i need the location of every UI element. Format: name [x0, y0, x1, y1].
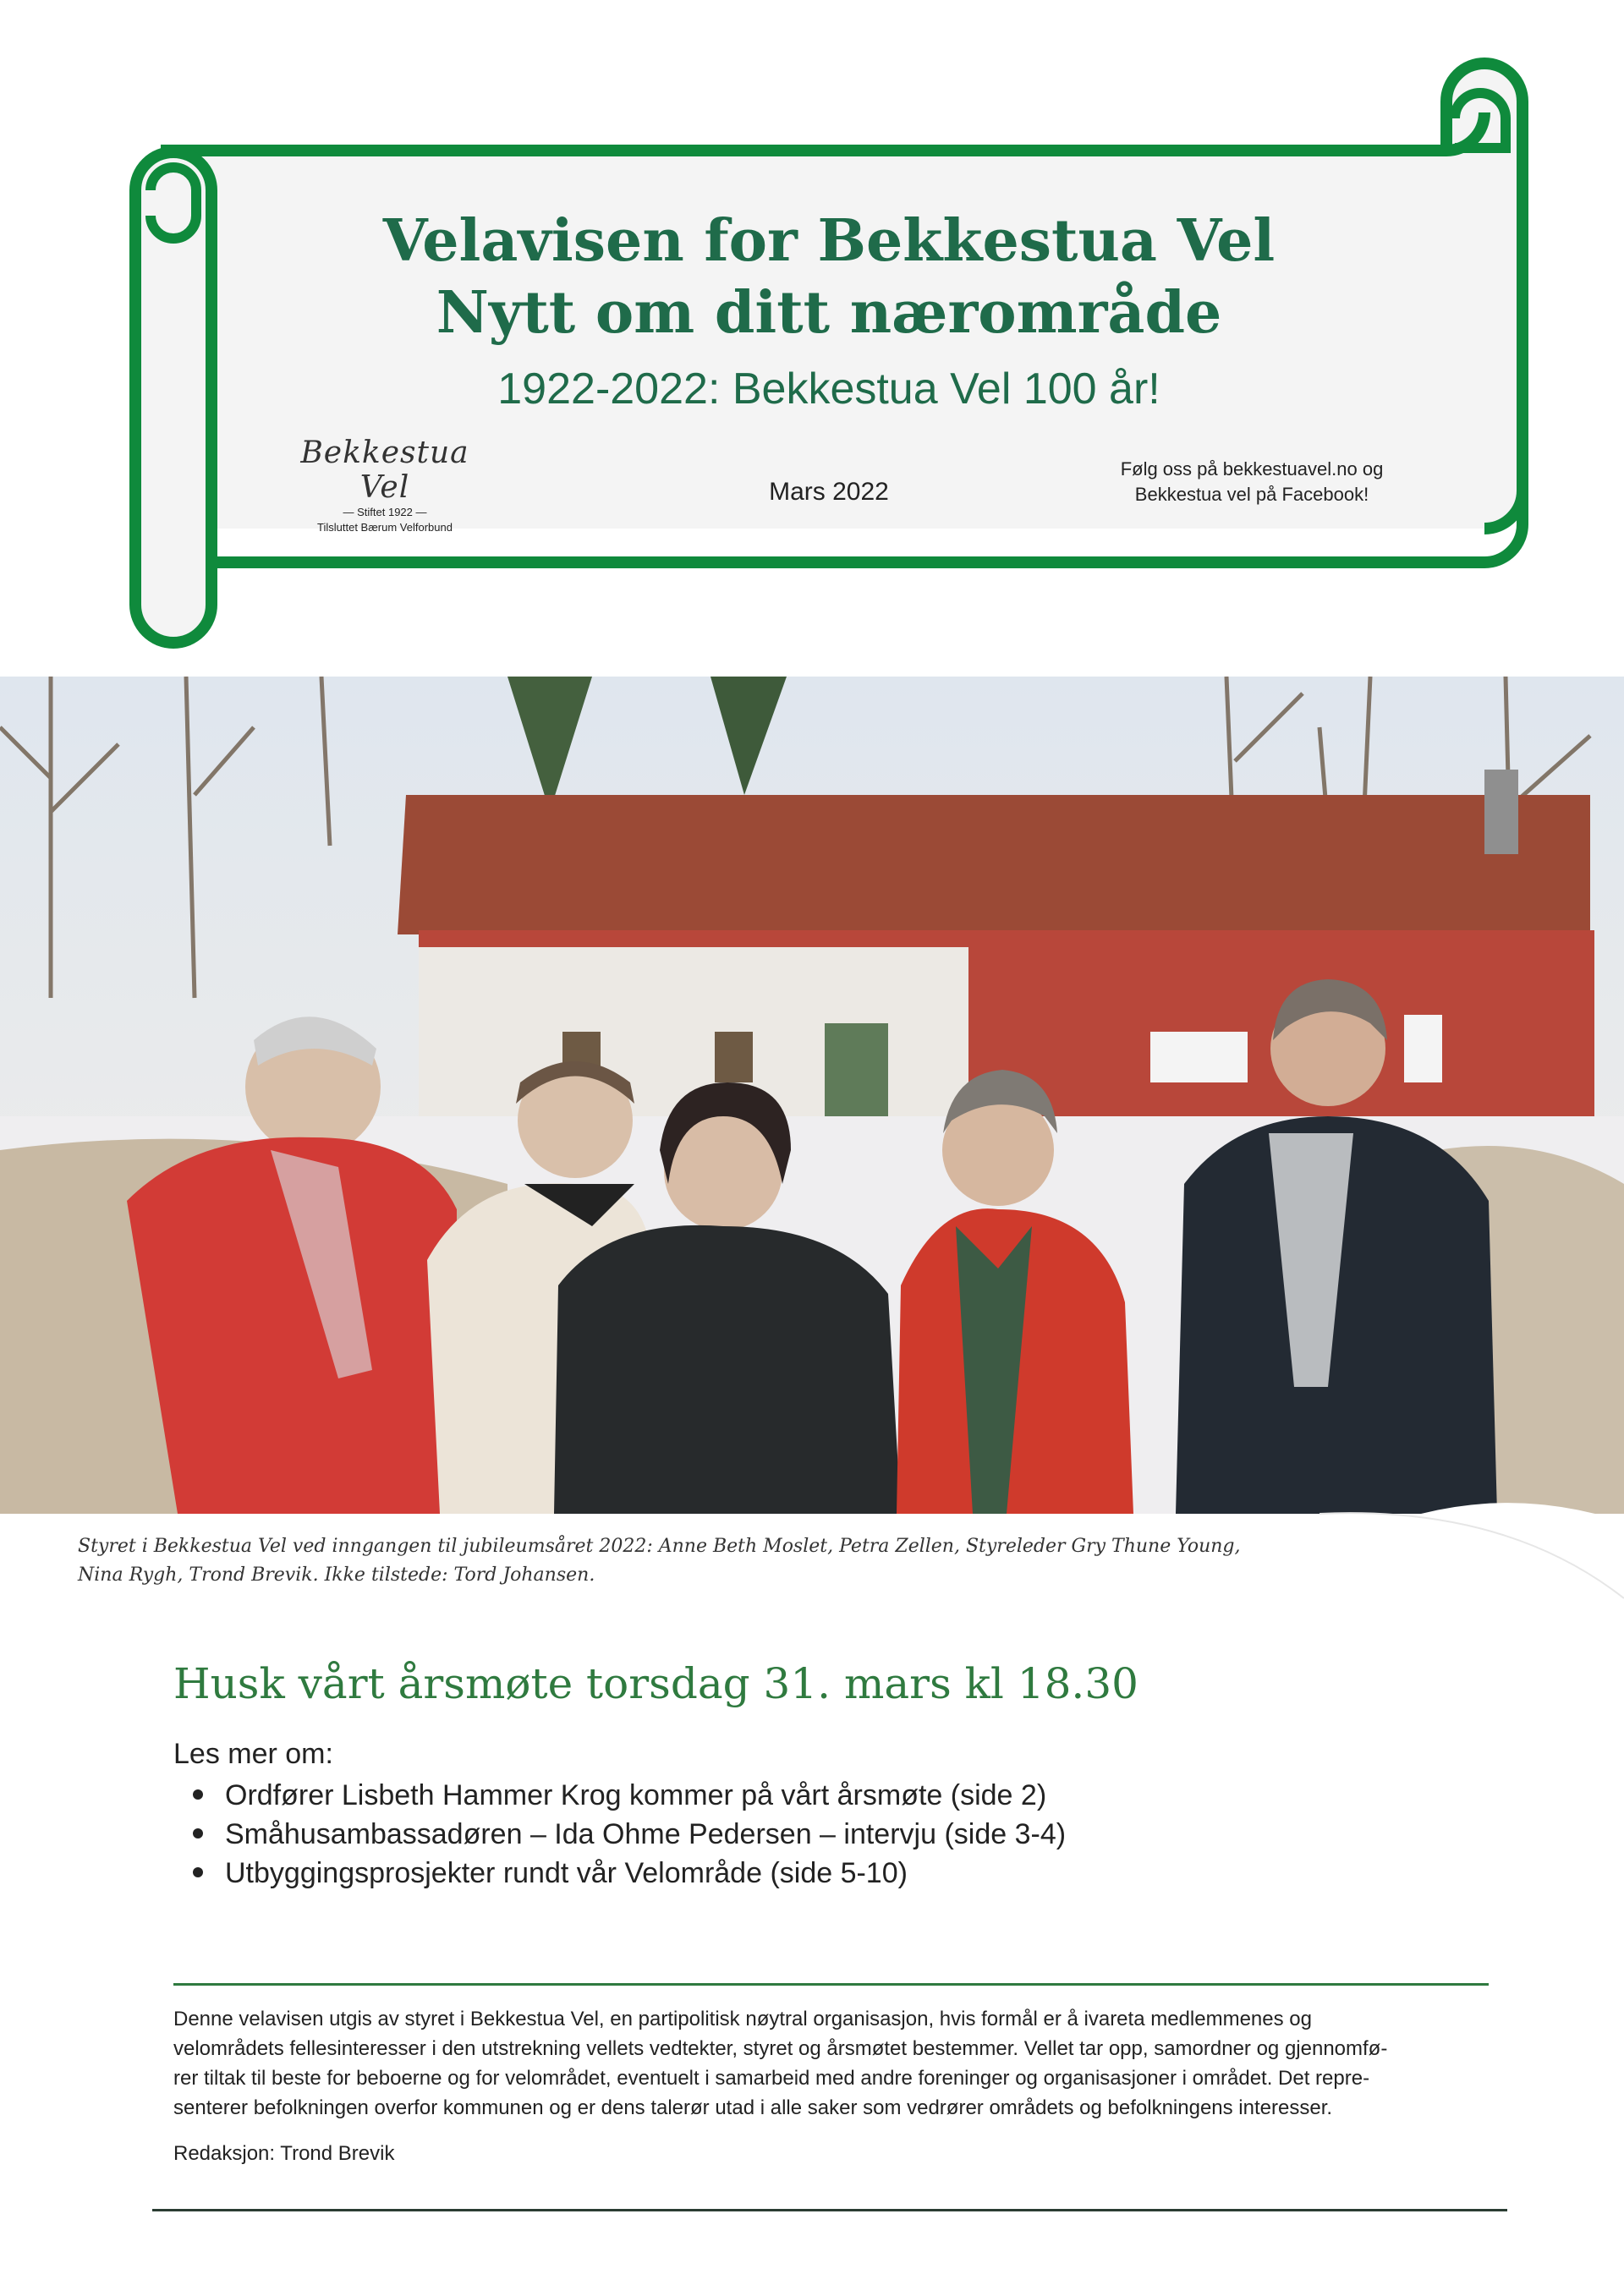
title-line-2: Nytt om ditt nærområde	[436, 279, 1222, 347]
article-item-text: Utbyggingsprosjekter rundt vår Velområde (side 5-10)	[225, 1857, 908, 1889]
follow-line-1: Følg oss på bekkestuavel.no og	[1120, 458, 1384, 479]
anniversary-subtitle: 1922-2022: Bekkestua Vel 100 år!	[497, 364, 1160, 414]
bullet-icon	[193, 1867, 203, 1877]
issue-date: Mars 2022	[769, 478, 889, 506]
divider-green	[173, 1983, 1489, 1986]
about-line-2: velområdets fellesinteresser i den utstrekning vellets vedtekter, styret og årsmøtet bestemmer. Vellet tar opp, samordner og gjennomfø-	[173, 2037, 1388, 2060]
logo-founded: — Stiftet 1922 —	[343, 506, 427, 518]
read-more-label: Les mer om:	[173, 1738, 333, 1770]
about-line-3: rer tiltak til beste for beboerne og for velområdet, eventuelt i samarbeid med andre foreninger og organisasjoner i området. Det repre-	[173, 2067, 1370, 2090]
article-item	[193, 1854, 1066, 1893]
about-line-1: Denne velavisen utgis av styret i Bekkestua Vel, en partipolitisk nøytral organisasjon, hvis formål er å ivareta medlemmenes og	[173, 2008, 1312, 2030]
title-line-1: Velavisen for Bekkestua Vel	[382, 207, 1276, 275]
bekkestua-vel-logo	[271, 436, 499, 535]
article-list	[193, 1776, 1066, 1893]
caption-line-2: Nina Rygh, Trond Brevik. Ikke tilstede: Tord Johansen.	[78, 1564, 595, 1586]
editor-credit: Redaksjon: Trond Brevik	[173, 2142, 395, 2165]
article-item-text: Småhusambassadøren – Ida Ohme Pedersen – intervju (side 3-4)	[225, 1818, 1067, 1850]
article-item	[193, 1815, 1066, 1854]
divider-dark	[152, 2209, 1507, 2211]
photo-caption	[78, 1532, 1347, 1590]
logo-name: Bekkestua Vel	[300, 436, 469, 505]
bullet-icon	[193, 1828, 203, 1838]
article-item-text: Ordfører Lisbeth Hammer Krog kommer på vårt årsmøte (side 2)	[225, 1779, 1047, 1811]
logo-affiliation: Tilsluttet Bærum Velforbund	[317, 521, 453, 534]
annual-meeting-headline: Husk vårt årsmøte torsdag 31. mars kl 18.30	[173, 1659, 1138, 1708]
about-line-4: senterer befolkningen overfor kommunen og er dens talerør utad i alle saker som vedrører områdets og befolkningens interesser.	[173, 2096, 1333, 2119]
decorative-curve	[1320, 1497, 1624, 1615]
bullet-icon	[193, 1789, 203, 1800]
follow-us-text	[1083, 457, 1421, 507]
article-item	[193, 1776, 1066, 1815]
caption-line-1: Styret i Bekkestua Vel ved inngangen til jubileumsåret 2022: Anne Beth Moslet, Petra Zellen, Styreleder Gry Thune Young,	[78, 1536, 1241, 1557]
board-group-photo	[0, 677, 1624, 1514]
about-paragraph	[173, 2004, 1493, 2123]
follow-line-2: Bekkestua vel på Facebook!	[1134, 484, 1369, 505]
